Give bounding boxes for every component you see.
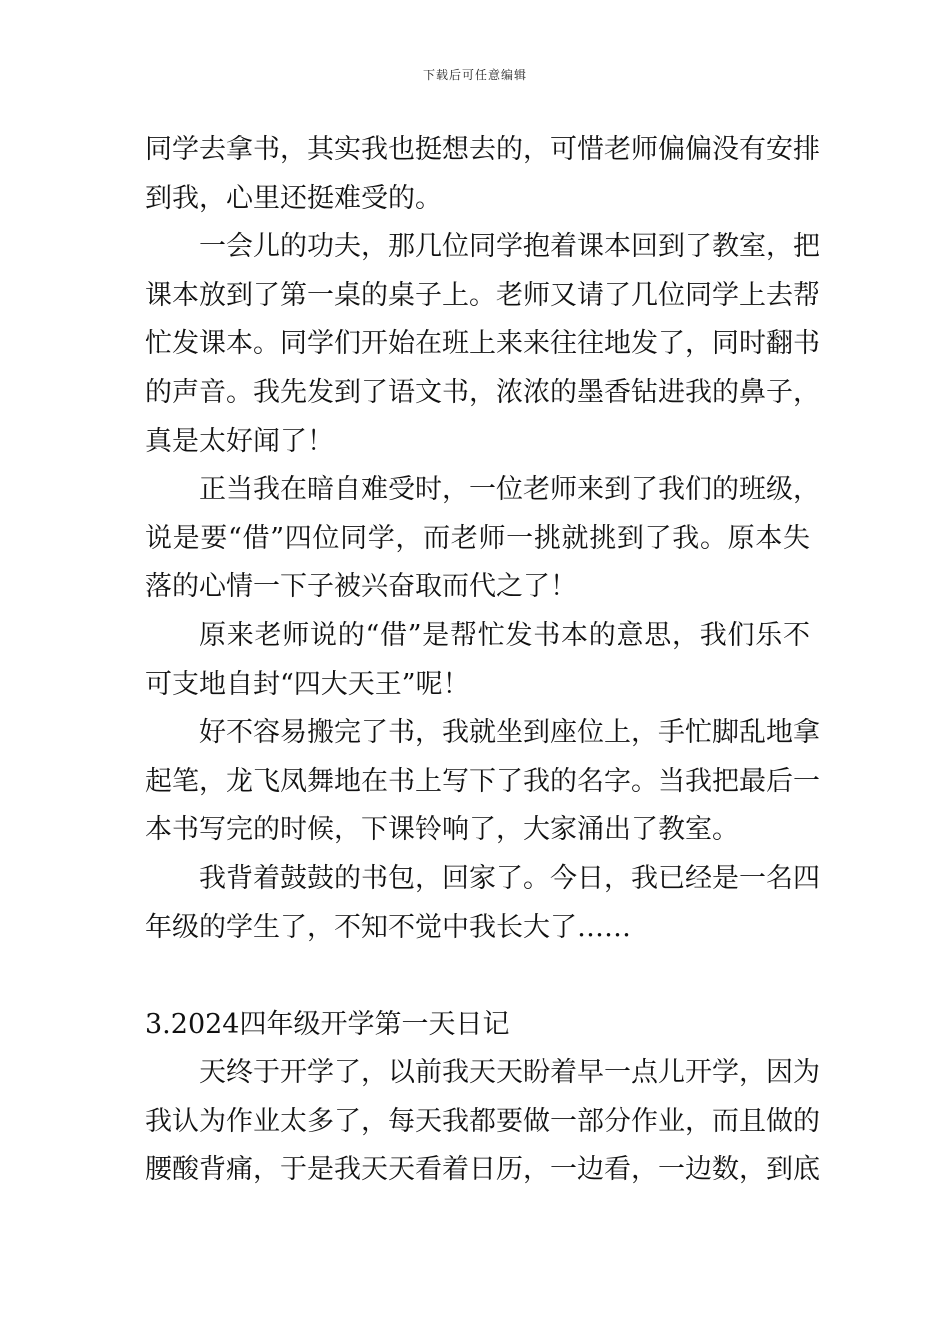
text-line: 正当我在暗自难受时，一位老师来到了我们的班级，: [199, 474, 820, 506]
text-line: 真是太好闻了！: [145, 425, 334, 457]
text-line: 原来老师说的“借”是帮忙发书本的意思，我们乐不: [199, 619, 810, 651]
text-line: 课本放到了第一桌的桌子上。老师又请了几位同学上去帮: [145, 279, 820, 311]
text-line: 腰酸背痛，于是我天天看着日历，一边看，一边数，到底: [145, 1154, 820, 1186]
document-body: [145, 126, 820, 1195]
page-header: 下载后可任意编辑: [422, 68, 527, 82]
text-line: 天终于开学了，以前我天天盼着早一点儿开学，因为: [199, 1057, 820, 1089]
text-line: 一会儿的功夫，那几位同学抱着课本回到了教室，把: [199, 231, 820, 263]
text-line: 我认为作业太多了，每天我都要做一部分作业，而且做的: [145, 1105, 820, 1137]
text-line: 说是要“借”四位同学，而老师一挑就挑到了我。原本失: [145, 522, 810, 554]
text-line: 忙发课本。同学们开始在班上来来往往地发了，同时翻书: [145, 328, 820, 360]
text-line: 起笔，龙飞凤舞地在书上写下了我的名字。当我把最后一: [145, 765, 820, 797]
text-line: 可支地自封“四大天王”呢！: [145, 668, 470, 700]
text-line: 年级的学生了，不知不觉中我长大了……: [145, 911, 631, 943]
text-line: 我背着鼓鼓的书包，回家了。今日，我已经是一名四: [199, 862, 820, 894]
text-line: 到我，心里还挺难受的。: [145, 182, 442, 214]
text-line: 落的心情一下子被兴奋取而代之了！: [145, 571, 577, 603]
text-line: 的声音。我先发到了语文书，浓浓的墨香钻进我的鼻子，: [145, 376, 820, 408]
section-heading: 3.2024四年级开学第一天日记: [145, 1008, 510, 1040]
text-line: 同学去拿书，其实我也挺想去的，可惜老师偏偏没有安排: [145, 134, 820, 165]
section-spacer: [145, 952, 810, 1001]
text-line: 本书写完的时候，下课铃响了，大家涌出了教室。: [145, 814, 739, 846]
text-line: 好不容易搬完了书，我就坐到座位上，手忙脚乱地拿: [199, 717, 820, 749]
